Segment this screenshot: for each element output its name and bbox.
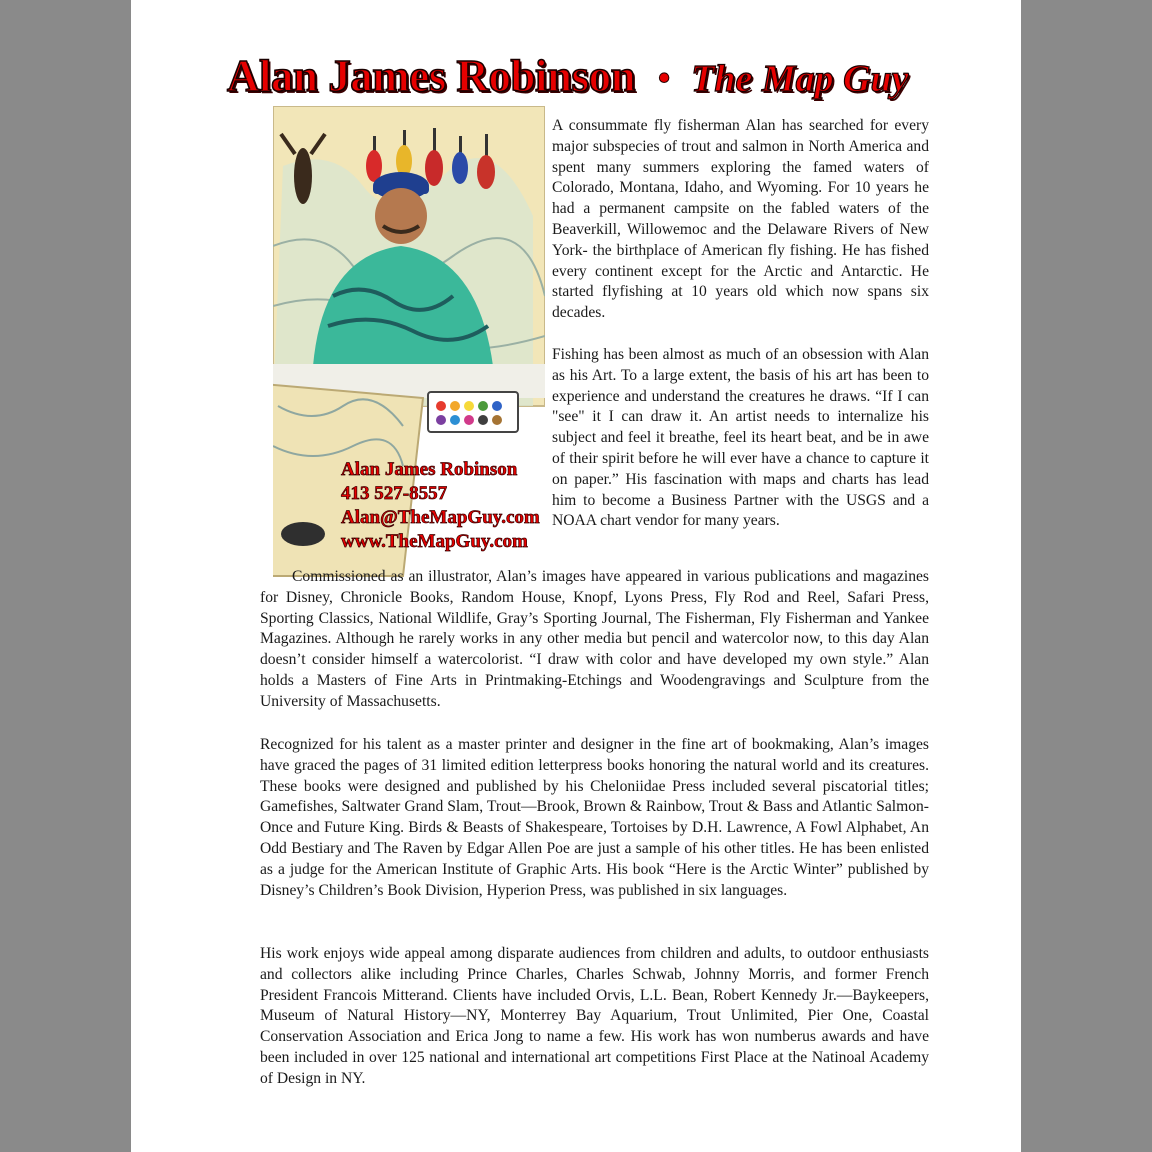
title-tagline: The Map Guy [691, 58, 909, 100]
contact-email: Alan@TheMapGuy.com [341, 507, 540, 528]
paragraph-text: Recognized for his talent as a master printer and designer in the fine art of bookmaking, Alan’s images have graced the pages of 31 limited edition letterpress books honoring the natural world and its creatures. These books were designed and published by his Cheloniidae Press included several piscatorial titles; Gamefishes, Saltwater Grand Slam, Trout—Brook, Brown & Rainbow, Trout & Bass and Atlantic Salmon-Once and Future King. Birds & Beasts of Shakespeare, Tortoises by D.H. Lawrence, A Fowl Alphabet, An Odd Bestiary and The Raven by Edgar Allen Poe are just a sample of his other titles. He has been enlisted as a judge for the American Institute of Graphic Arts. His book “Here is the Arctic Winter” published by Disney’s Children’s Book Division, Hyperion Press, was published in six languages. [260, 736, 929, 899]
contact-card [341, 458, 551, 554]
bio-paragraph-5 [260, 944, 929, 1090]
bio-paragraph-1 [552, 116, 929, 324]
contact-name: Alan James Robinson [341, 459, 518, 480]
paragraph-text: His work enjoys wide appeal among disparate audiences from children and adults, to outdoor enthusiasts and collectors alike including Prince Charles, Charles Schwab, Johnny Morris, and former French President Francois Mitterand. Clients have included Orvis, L.L. Bean, Robert Kennedy Jr.—Baykeepers, Museum of Natural History—NY, Monterrey Bay Aquarium, Trout Unlimited, Pier One, Coastal Conservation Association and Erica Jong to name a few. His work has won numberus awards and have been included in over 125 national and international art competitions First Place at the Natinoal Academy of Design in NY. [260, 945, 929, 1087]
document-page [131, 0, 1021, 1152]
title-bullet: • [657, 55, 672, 100]
page-title [227, 50, 947, 110]
contact-website: www.TheMapGuy.com [341, 531, 528, 552]
paragraph-text: Fishing has been almost as much of an obsession with Alan as his Art. To a large extent, the basis of his art has been to experience and understand the creatures he draws. “If I can "see" it I can draw it. An artist needs to internalize his subject and feel it breathe, feel its heart beat, and be in awe of their spirit before he will ever have a chance to capture it on paper.” His fascination with maps and charts has lead him to become a Business Partner with the USGS and a NOAA chart vendor for many years. [552, 346, 929, 530]
bio-paragraph-4 [260, 735, 929, 901]
bio-paragraph-3 [260, 567, 929, 713]
bio-paragraph-2 [552, 345, 929, 532]
paragraph-text: Commissioned as an illustrator, Alan’s images have appeared in various publications and magazines for Disney, Chronicle Books, Random House, Knopf, Lyons Press, Fly Rod and Reel, Safari Press, Sporting Classics, National Wildlife, Gray’s Sporting Journal, The Fisherman, Fly Fisherman and Yankee Magazines. Although he rarely works in any other media but pencil and watercolor now, to this day Alan doesn’t consider himself a watercolorist. “I draw with color and have developed my own style.” Alan holds a Masters of Fine Arts in Printmaking-Etchings and Woodengravings and Sculpture from the University of Massachusetts. [260, 568, 929, 710]
paragraph-text: A consummate fly fisherman Alan has searched for every major subspecies of trout and salmon in North America and spent many summers exploring the famed waters of Colorado, Montana, Idaho, and Wyoming. For 10 years he had a permanent campsite on the fabled waters of the Beaverkill, Willowemoc and the Delaware Rivers of New York- the birthplace of American fly fishing. He has fished every continent except for the Arctic and Antarctic. He started flyfishing at 10 years old which now spans six decades. [552, 117, 929, 322]
contact-phone: 413 527-8557 [341, 483, 448, 504]
title-name: Alan James Robinson [227, 51, 636, 101]
